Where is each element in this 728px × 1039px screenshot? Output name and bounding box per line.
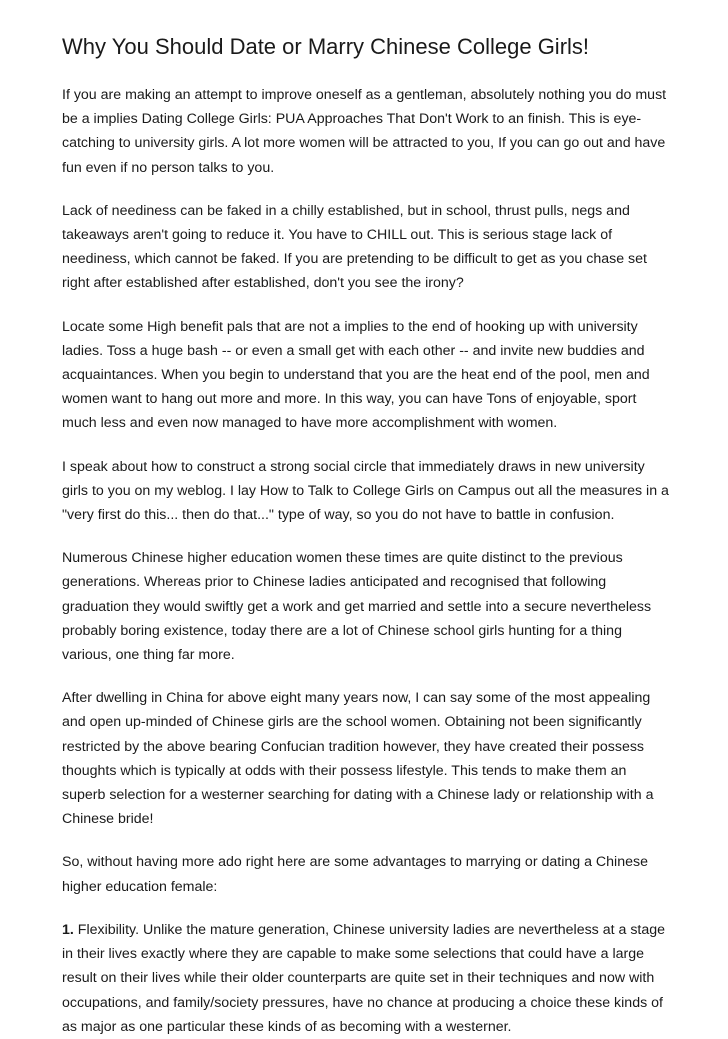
paragraph-neediness: Lack of neediness can be faked in a chilly established, but in school, thrust pulls, negs and takeaways aren't going to reduce it. You have to CHILL out. This is serious stage lack of neediness, which cannot be faked. If you are pretending to be difficult to get as you chase set right after established after established, don't you see the irony? — [62, 202, 647, 292]
list-item-flexibility — [62, 918, 670, 1039]
paragraph-intro: If you are making an attempt to improve oneself as a gentleman, absolutely nothing you do must be a implies Dating College Girls: PUA Approaches That Don't Work to an finish. This is eye-catching to university girls. A lot more women will be attracted to you, If you can go out and have fun even if no person talks to you. — [62, 87, 667, 176]
paragraph-advantages-intro: So, without having more ado right here are some advantages to marrying or dating a Chinese higher education female: — [62, 854, 648, 895]
list-item-text: Flexibility. Unlike the mature generation, Chinese university ladies are nevertheless at a stage in their lives exactly where they are capable to make some selections that could have a large result on their lives while their older counterparts are quite set in their techniques and now with occupations, and family/society pressures, have no chance at producing a choice these kinds of as major as one particular these kinds of as becoming with a westerner. — [62, 921, 666, 1035]
document-title: Why You Should Date or Marry Chinese College Girls! — [62, 34, 590, 59]
paragraph-social-circle: I speak about how to construct a strong social circle that immediately draws in new university girls to you on my weblog. I lay How to Talk to College Girls on Campus out all the measures in a "very first do this... then do that..." type of way, so you do not have to battle in confusion. — [62, 458, 669, 524]
paragraph-high-benefit-pals: Locate some High benefit pals that are not a implies to the end of hooking up with university ladies. Toss a huge bash -- or even a small get with each other -- and invite new buddies and acquaintances. When you begin to understand that you are the heat end of the pool, men and women want to hang out more and more. In this way, you can have Tons of enjoyable, sport much less and even now managed to have more accomplishment with women. — [62, 318, 650, 432]
paragraph-china-experience: After dwelling in China for above eight many years now, I can say some of the most appealing and open up-minded of Chinese girls are the school women. Obtaining not been significantly restricted by the above bearing Confucian tradition however, they have created their possess thoughts which is typically at odds with their possess lifestyle. This tends to make them an superb selection for a westerner searching for dating with a Chinese lady or relationship with a Chinese bride! — [62, 690, 654, 828]
list-item-number: 1. — [62, 921, 74, 938]
paragraph-chinese-women: Numerous Chinese higher education women these times are quite distinct to the previous generations. Whereas prior to Chinese ladies anticipated and recognised that following graduation they would swiftly get a work and get married and settle into a secure nevertheless probably boring existence, today there are a lot of Chinese school girls hunting for a thing various, one thing far more. — [62, 550, 652, 664]
